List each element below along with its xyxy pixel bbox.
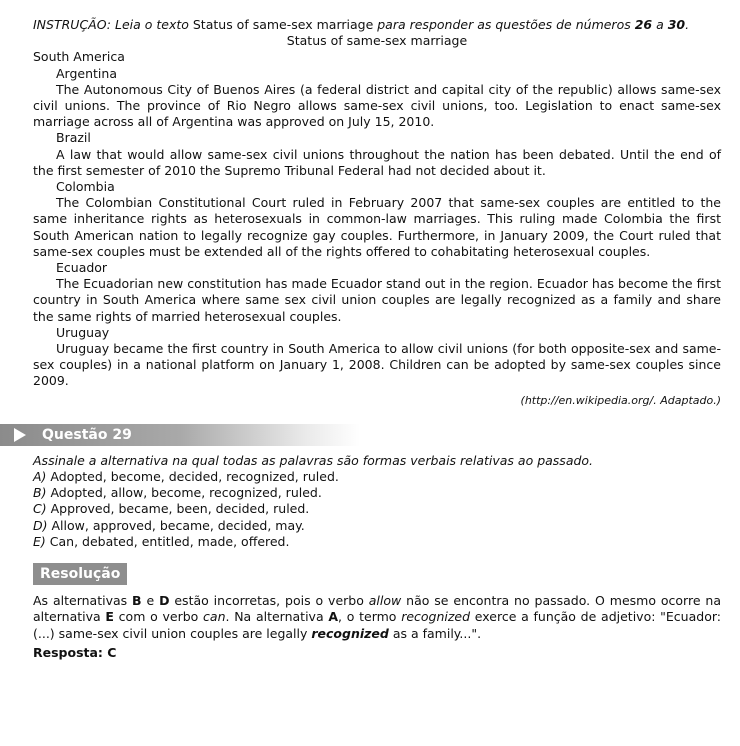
source-citation: (http://en.wikipedia.org/. Adaptado.)	[520, 393, 721, 407]
paragraph-ecuador: The Ecuadorian new constitution has made Ecuador stand out in the region. Ecuador has become the first country in South America where same sex civil union couples are legally recognized as a family and share the same rights of married heterosexual couples.	[33, 276, 721, 324]
country-heading-argentina: Argentina	[56, 65, 117, 81]
paragraph-uruguay: Uruguay became the first country in South America to allow civil unions (for both opposite-sex and same-sex couples) in a national platform on January 1, 2008. Children can be adopted by same-sex couples since 2009.	[33, 341, 721, 389]
country-heading-colombia: Colombia	[56, 179, 115, 195]
option-d: D) Allow, approved, became, decided, may.	[33, 517, 305, 533]
country-heading-ecuador: Ecuador	[56, 260, 108, 276]
option-e: E) Can, debated, entitled, made, offered.	[33, 533, 290, 549]
country-heading-uruguay: Uruguay	[56, 324, 110, 340]
question-prompt: Assinale a alternativa na qual todas as palavras são formas verbais relativas ao passado.	[33, 452, 594, 468]
paragraph-colombia: The Colombian Constitutional Court ruled in February 2007 that same-sex couples are entitled to the same inheritance rights as heterosexuals in common-law marriages. This ruling made Colombia the first South American nation to legally recognize gay couples. Furthermore, in January 2009, the Court ruled that same-sex couples must be extended all of the rights offered to cohabitating heterosexual couples.	[33, 195, 721, 259]
question-title: Questão 29	[42, 426, 132, 443]
paragraph-argentina: The Autonomous City of Buenos Aires (a federal district and capital city of the republic) allows same-sex civil unions. The province of Rio Negro allows same-sex civil unions, too. Legislation to enact same-sex marriage across all of Argentina was approved on July 15, 2010.	[33, 81, 721, 130]
page-content	[33, 0, 721, 661]
region-heading: South America	[33, 49, 125, 65]
resolution-text: As alternativas B e D estão incorretas, pois o verbo allow não se encontra no passado. O mesmo ocorre na alternativa E com o verbo can. Na alternativa A, o termo recognized exerce a função de adjetivo: "Ecuador: (...) same-sex civil union couples are legally recognized as a family...".	[33, 593, 722, 641]
resolution-header: Resolução	[33, 563, 127, 585]
instruction-line: INSTRUÇÃO: Leia o texto Status of same-sex marriage para responder as questões de números 26 a 30.	[33, 17, 690, 32]
article-title: Status of same-sex marriage	[286, 33, 468, 49]
instruction-text-title: Status of same-sex marriage	[192, 17, 374, 32]
answer-line: Resposta: C	[33, 644, 117, 660]
question-header-bar	[0, 424, 360, 446]
country-heading-brazil: Brazil	[56, 130, 91, 146]
play-triangle-icon	[14, 428, 26, 442]
option-a: A) Adopted, become, decided, recognized, ruled.	[33, 469, 339, 485]
option-b: B) Adopted, allow, become, recognized, ruled.	[33, 485, 322, 501]
option-c: C) Approved, became, been, decided, ruled.	[33, 501, 310, 517]
paragraph-brazil: A law that would allow same-sex civil unions throughout the nation has been debated. Until the end of the first semester of 2010 the Supremo Tribunal Federal had not decided about it.	[33, 146, 721, 178]
